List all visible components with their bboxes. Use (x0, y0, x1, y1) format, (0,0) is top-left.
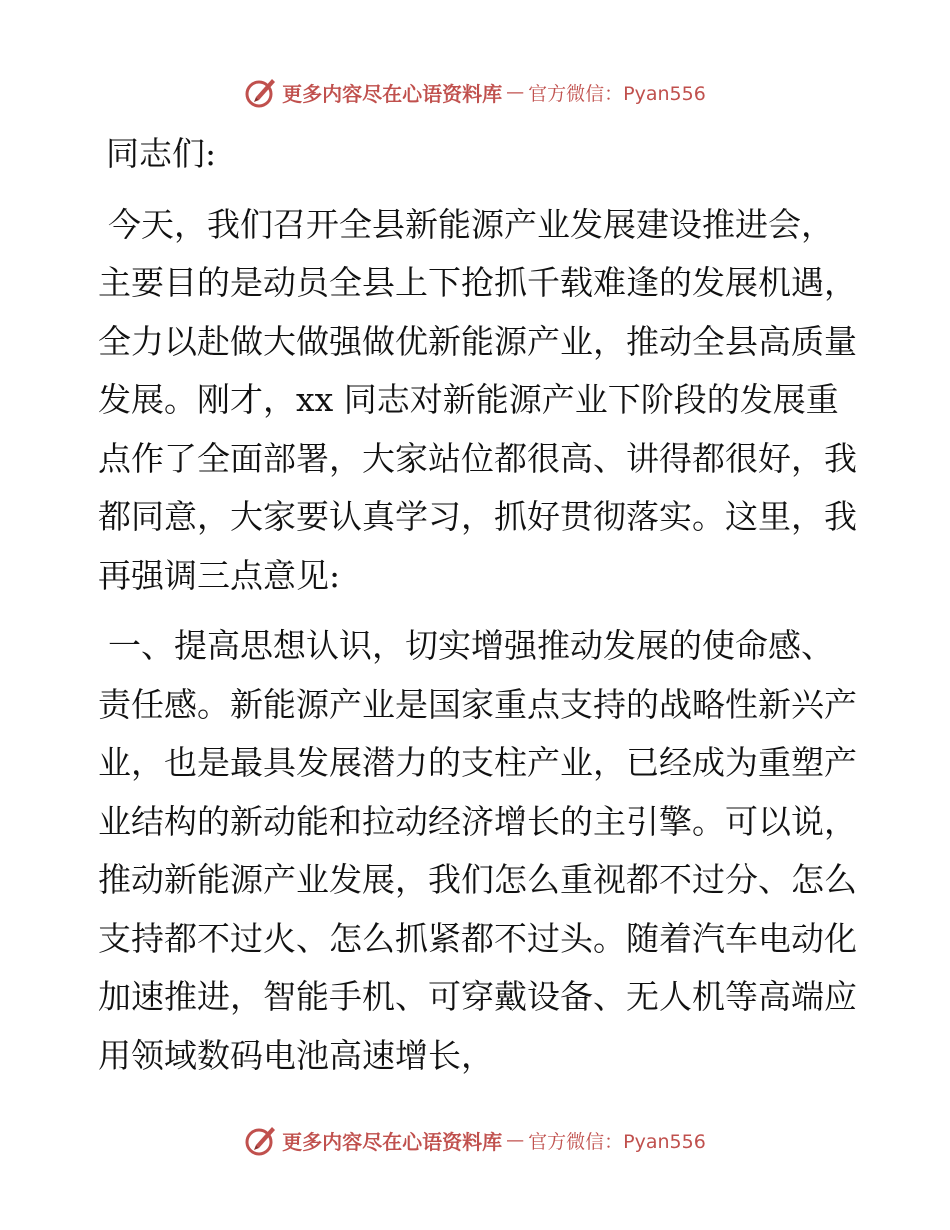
banner-separator: — (506, 1129, 525, 1151)
banner-wechat: 官方微信：Pyan556 (528, 1130, 706, 1153)
banner-separator: — (506, 81, 525, 103)
header-banner (0, 72, 950, 112)
paragraph-intro: 今天，我们召开全县新能源产业发展建设推进会，主要目的是动员全县上下抢抓千载难逢的发展机遇，全力以赴做大做强做优新能源产业，推动全县高质量发展。刚才，xx 同志对新能源产业下阶段的发展重点作了全面部署，大家站位都很高、讲得都很好，我都同意，大家要认真学习，抓好贯彻落实。这里，我再强调三点意见: (98, 204, 857, 595)
banner-title: 更多内容尽在心语资料库 (282, 81, 503, 106)
banner-title: 更多内容尽在心语资料库 (282, 1129, 503, 1154)
footer-banner (0, 1120, 950, 1160)
paragraph-point-one: 一、提高思想认识，切实增强推动发展的使命感、责任感。新能源产业是国家重点支持的战略性新兴产业，也是最具发展潜力的支柱产业，已经成为重塑产业结构的新动能和拉动经济增长的主引擎。可以说，推动新能源产业发展，我们怎么重视都不过分、怎么支持都不过火、怎么抓紧都不过头。随着汽车电动化加速推进，智能手机、可穿戴设备、无人机等高端应用领域数码电池高速增长， (98, 626, 857, 1075)
banner-wechat: 官方微信：Pyan556 (528, 82, 706, 105)
pen-nib-logo-icon (244, 75, 278, 109)
document-body (98, 125, 858, 1097)
pen-nib-logo-icon (244, 1123, 278, 1157)
salutation: 同志们: (106, 134, 217, 173)
